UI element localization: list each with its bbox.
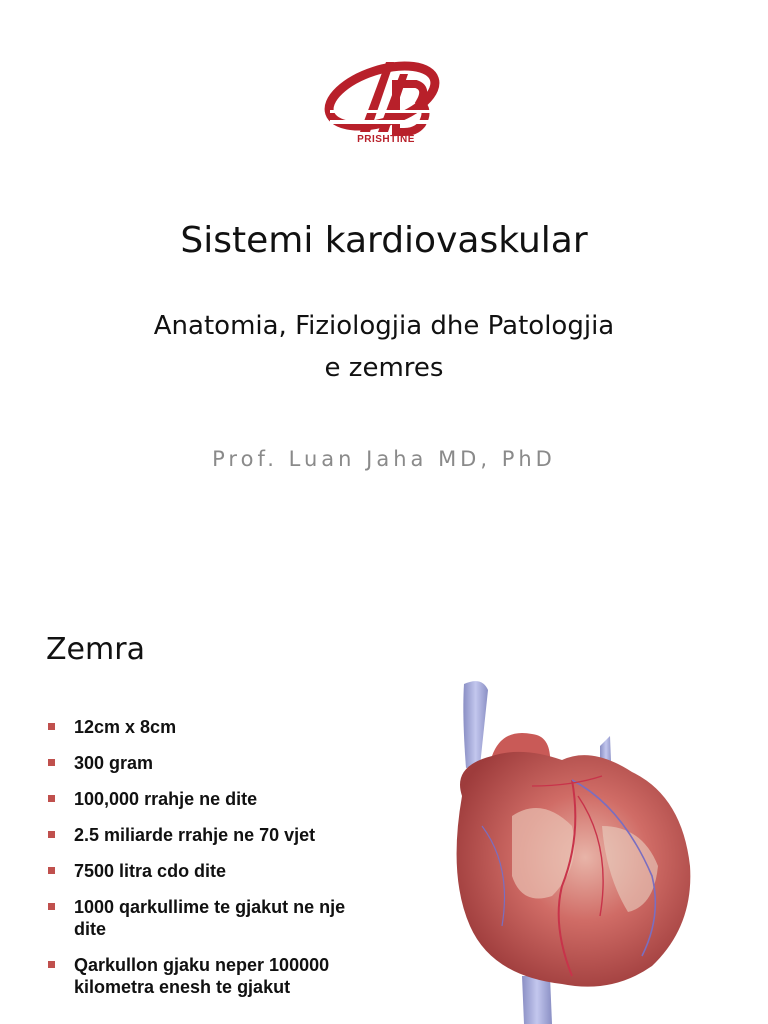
bullet-square-icon: [48, 903, 55, 910]
list-item: [46, 824, 366, 846]
slide-subtitle: [0, 305, 768, 389]
bullet-text: 2.5 miliarde rrahje ne 70 vjet: [74, 825, 316, 845]
list-item: [46, 896, 366, 940]
bullet-text: 1000 qarkullime te gjakut ne nje dite: [74, 897, 346, 939]
bullet-square-icon: [48, 759, 55, 766]
bullet-text: 7500 litra cdo dite: [74, 861, 227, 881]
slide-title: Sistemi kardiovaskular: [180, 220, 588, 261]
list-item: [46, 954, 366, 998]
bullet-square-icon: [48, 831, 55, 838]
list-item: [46, 716, 366, 738]
heart-illustration-icon: [422, 676, 722, 1024]
list-item: [46, 752, 366, 774]
content-slide: [0, 576, 768, 1024]
author-credit: Prof. Luan Jaha MD, PhD: [212, 447, 556, 471]
bullet-square-icon: [48, 795, 55, 802]
bullet-square-icon: [48, 723, 55, 730]
subtitle-line: e zemres: [324, 353, 444, 383]
bullet-square-icon: [48, 961, 55, 968]
list-item: [46, 860, 366, 882]
bullet-text: Qarkullon gjaku neper 100000 kilometra enesh te gjakut: [74, 955, 330, 997]
bullet-list: [46, 716, 366, 1012]
logo-caption: PRISHTINË: [357, 134, 415, 145]
bullet-text: 12cm x 8cm: [74, 717, 177, 737]
slide-heading: Zemra: [46, 632, 145, 667]
bullet-text: 100,000 rrahje ne dite: [74, 789, 258, 809]
list-item: [46, 788, 366, 810]
bullet-text: 300 gram: [74, 753, 154, 773]
bullet-square-icon: [48, 867, 55, 874]
subtitle-line: Anatomia, Fiziologjia dhe Patologjia: [153, 311, 615, 341]
